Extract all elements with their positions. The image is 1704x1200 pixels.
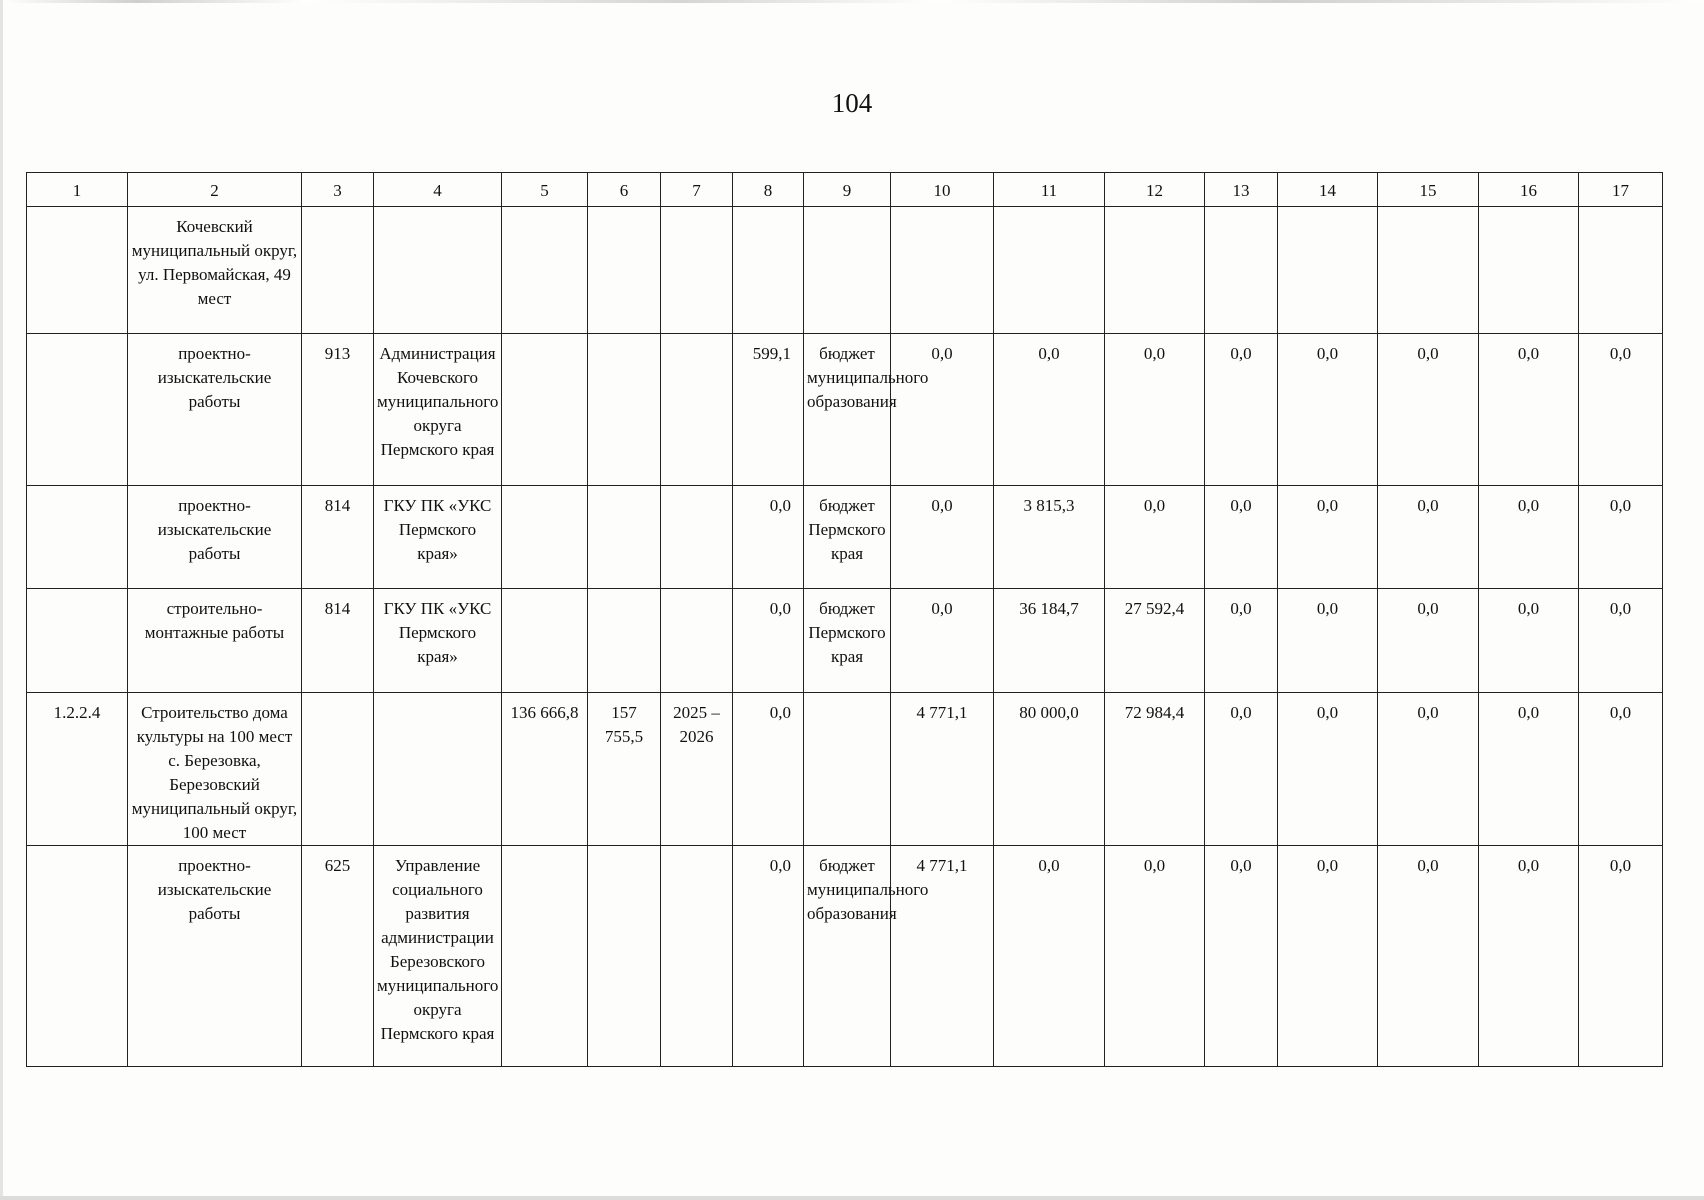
cell-value: 0,0 [1378,589,1479,693]
cell-value: 0,0 [1579,846,1663,1067]
cell-value: 0,0 [733,589,804,693]
cell-value [588,334,661,486]
header-cell: 1 [27,173,128,207]
cell-code [302,693,374,846]
table-row [27,693,1663,846]
header-row [27,173,1663,207]
cell-value [502,334,588,486]
cell-value: 0,0 [1278,486,1378,589]
cell-value: 0,0 [1579,334,1663,486]
budget-table [26,172,1663,1067]
cell-value: 0,0 [1579,693,1663,846]
header-cell: 2 [128,173,302,207]
cell-customer: ГКУ ПК «УКС Пермского края» [374,589,502,693]
cell-value: 3 815,3 [994,486,1105,589]
cell-value: 0,0 [1579,589,1663,693]
header-cell: 10 [891,173,994,207]
header-cell: 13 [1205,173,1278,207]
cell-value [1579,207,1663,334]
cell-number [27,207,128,334]
cell-value [502,207,588,334]
cell-value: 27 592,4 [1105,589,1205,693]
cell-value: 0,0 [1479,693,1579,846]
cell-value [994,207,1105,334]
cell-customer: Управление социального развития администрации Березовского муниципального округа Пермского края [374,846,502,1067]
cell-code: 913 [302,334,374,486]
cell-funding-source: бюджет Пермского края [804,486,891,589]
cell-value [588,589,661,693]
cell-value: 0,0 [1479,486,1579,589]
cell-value: 0,0 [1278,846,1378,1067]
header-cell: 3 [302,173,374,207]
cell-period [661,334,733,486]
cell-period: 2025 – 2026 [661,693,733,846]
cell-value: 0,0 [1278,693,1378,846]
page-number: 104 [831,88,873,118]
cell-value: 36 184,7 [994,589,1105,693]
cell-value [1278,207,1378,334]
cell-value: 0,0 [1378,486,1479,589]
cell-value: 0,0 [1105,334,1205,486]
header-cell: 11 [994,173,1105,207]
cell-value: 4 771,1 [891,846,994,1067]
cell-number [27,846,128,1067]
cell-funding-source: бюджет муниципального образования [804,846,891,1067]
cell-code: 814 [302,589,374,693]
table-row [27,334,1663,486]
scan-edge-bottom [0,1196,1704,1200]
cell-value: 0,0 [891,486,994,589]
cell-value [588,486,661,589]
cell-value [1479,207,1579,334]
cell-value: 0,0 [1205,846,1278,1067]
cell-object-name: Кочевский муниципальный округ, ул. Первомайская, 49 мест [128,207,302,334]
header-cell: 5 [502,173,588,207]
cell-customer [374,693,502,846]
header-cell: 7 [661,173,733,207]
cell-value: 0,0 [1479,334,1579,486]
cell-value: 0,0 [891,334,994,486]
cell-funding-source: бюджет Пермского края [804,589,891,693]
cell-value: 0,0 [1278,334,1378,486]
cell-value [502,846,588,1067]
cell-funding-source: бюджет муниципального образования [804,334,891,486]
table-row [27,207,1663,334]
cell-funding-source [804,207,891,334]
cell-value [502,486,588,589]
cell-customer: ГКУ ПК «УКС Пермского края» [374,486,502,589]
cell-value: 0,0 [733,846,804,1067]
header-cell: 12 [1105,173,1205,207]
cell-value: 0,0 [1278,589,1378,693]
cell-customer: Администрация Кочевского муниципального округа Пермского края [374,334,502,486]
cell-value [733,207,804,334]
cell-code: 814 [302,486,374,589]
header-cell: 4 [374,173,502,207]
cell-period [661,846,733,1067]
cell-value: 0,0 [1205,589,1278,693]
cell-period [661,207,733,334]
cell-value: 0,0 [1378,334,1479,486]
header-cell: 9 [804,173,891,207]
cell-value: 0,0 [1579,486,1663,589]
cell-code: 625 [302,846,374,1067]
cell-value: 0,0 [1105,846,1205,1067]
cell-value: 72 984,4 [1105,693,1205,846]
scan-edge-top [0,0,1704,3]
scan-edge-left [0,0,3,1200]
cell-value: 4 771,1 [891,693,994,846]
header-cell: 15 [1378,173,1479,207]
cell-value [1205,207,1278,334]
cell-value [588,207,661,334]
cell-funding-source [804,693,891,846]
cell-value: 0,0 [1205,486,1278,589]
cell-value: 0,0 [1378,846,1479,1067]
cell-value: 0,0 [1378,693,1479,846]
header-cell: 16 [1479,173,1579,207]
cell-value: 0,0 [1205,334,1278,486]
cell-value: 0,0 [994,846,1105,1067]
cell-value: 0,0 [1105,486,1205,589]
cell-value: 157 755,5 [588,693,661,846]
header-cell: 14 [1278,173,1378,207]
header-cell: 8 [733,173,804,207]
cell-value: 0,0 [891,589,994,693]
cell-number: 1.2.2.4 [27,693,128,846]
cell-period [661,486,733,589]
cell-customer [374,207,502,334]
cell-period [661,589,733,693]
cell-object-name: Строительство дома культуры на 100 мест с. Березовка, Березовский муниципальный округ, 100 мест [128,693,302,846]
cell-code [302,207,374,334]
cell-value [588,846,661,1067]
cell-object-name: строительно-монтажные работы [128,589,302,693]
cell-value: 0,0 [1479,589,1579,693]
cell-value: 0,0 [1205,693,1278,846]
table-row [27,486,1663,589]
cell-value: 599,1 [733,334,804,486]
cell-value: 0,0 [733,486,804,589]
cell-value [502,589,588,693]
cell-value [891,207,994,334]
cell-number [27,486,128,589]
cell-value: 0,0 [733,693,804,846]
header-cell: 6 [588,173,661,207]
cell-value: 0,0 [1479,846,1579,1067]
cell-value: 136 666,8 [502,693,588,846]
cell-object-name: проектно-изыскательские работы [128,334,302,486]
table-row [27,846,1663,1067]
cell-value [1378,207,1479,334]
cell-object-name: проектно-изыскательские работы [128,486,302,589]
table-row [27,589,1663,693]
cell-value: 80 000,0 [994,693,1105,846]
cell-number [27,589,128,693]
cell-number [27,334,128,486]
cell-value [1105,207,1205,334]
header-cell: 17 [1579,173,1663,207]
cell-value: 0,0 [994,334,1105,486]
cell-object-name: проектно-изыскательские работы [128,846,302,1067]
